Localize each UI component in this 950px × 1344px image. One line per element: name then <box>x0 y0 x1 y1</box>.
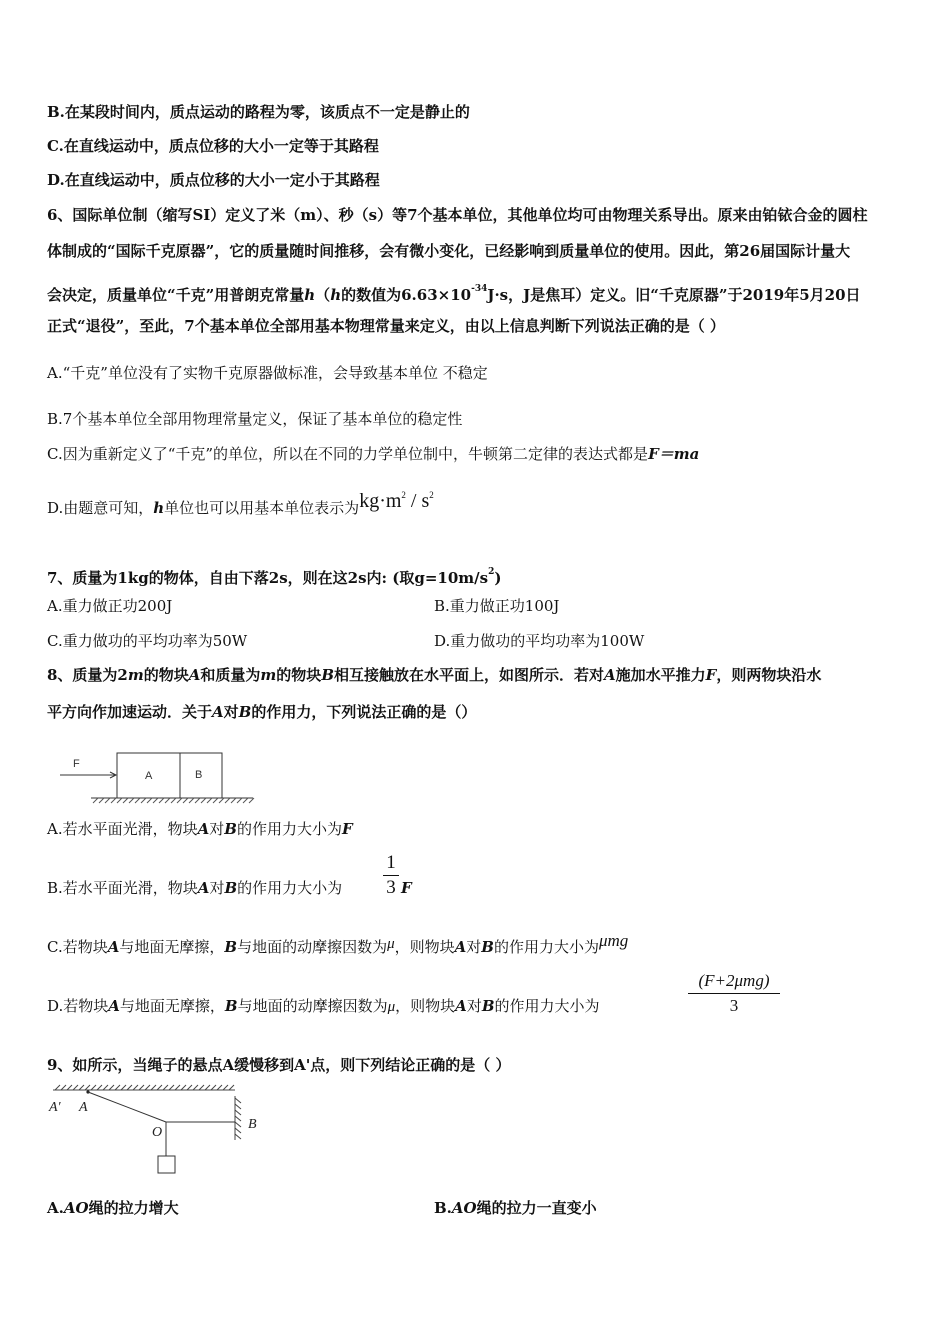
q5-option-c: C.在直线运动中，质点位移的大小一定等于其路程 <box>47 137 379 155</box>
q8-option-b-force: F <box>401 879 412 897</box>
q7-option-c: C.重力做功的平均功率为50W <box>47 632 248 650</box>
q9-stem: 9、如所示，当绳子的悬点A缓慢移到A'点，则下列结论正确的是（ ） <box>47 1056 511 1074</box>
q6-unit-expression: $kg\cdot m^2 / s^2$ <box>359 490 434 512</box>
wall-hatching <box>235 1096 241 1140</box>
q8-stem-line2: 平方向作加速运动．关于A对B的作用力，下列说法正确的是（） <box>47 703 477 721</box>
point-b-label: B <box>248 1117 257 1132</box>
point-o-label: O <box>152 1125 163 1140</box>
q8-option-b-fraction: 1 3 <box>383 852 399 899</box>
q5-option-d: D.在直线运动中，质点位移的大小一定小于其路程 <box>47 171 380 189</box>
point-a-prime-label: A′ <box>49 1100 61 1115</box>
point-a-label: A <box>79 1100 88 1115</box>
q8-option-c: C.若物块A与地面无摩擦，B与地面的动摩擦因数为μ，则物块A对B的作用力大小为μmg <box>47 931 629 956</box>
q8-option-d: D.若物块A与地面无摩擦，B与地面的动摩擦因数为μ，则物块A对B的作用力大小为 <box>47 997 600 1015</box>
q6-option-b: B.7个基本单位全部用物理常量定义，保证了基本单位的稳定性 <box>47 410 463 428</box>
q6-option-c: C.因为重新定义了“千克”的单位，所以在不同的力学单位制中，牛顿第二定律的表达式都是F＝ma <box>47 445 700 463</box>
block-a-label: A <box>145 770 153 782</box>
q6-option-a: A.“千克”单位没有了实物千克原器做标准，会导致基本单位 不稳定 <box>47 364 488 382</box>
q8-option-a: A.若水平面光滑，物块A对B的作用力大小为F <box>47 820 353 838</box>
force-label-f: F <box>73 758 80 770</box>
ground-hatching <box>93 798 254 803</box>
q7-stem: 7、质量为1kg的物体，自由下落2s，则在这2s内: (取$g=10m/s^2$) <box>47 567 502 587</box>
q8-option-b: B.若水平面光滑，物块A对B的作用力大小为 <box>47 879 343 897</box>
q6-stem-line3: 会决定，质量单位“千克”用普朗克常量h（h的数值为$6.63\times 10^{-34}J\cdot s$，J是焦耳）定义。旧“千克原器”于2019年5月20日 <box>47 284 861 304</box>
q7-option-b: B.重力做正功100J <box>434 597 560 615</box>
q6-option-d: D.由题意可知，h单位也可以用基本单位表示为$kg\cdot m^2 / s^2$ <box>47 490 434 517</box>
q8-option-d-fraction: (F+2μmg) 3 <box>688 970 780 1017</box>
block-b-label: B <box>195 769 203 781</box>
hanging-weight <box>158 1156 175 1173</box>
q7-option-d: D.重力做功的平均功率为100W <box>434 632 645 650</box>
q8-stem-line1: 8、质量为2m的物块A和质量为m的物块B相互接触放在水平面上，如图所示．若对A施加水平推力F，则两物块沿水 <box>47 666 822 684</box>
ceiling-hatching <box>53 1085 235 1090</box>
q6-stem-line2: 体制成的“国际千克原器”，它的质量随时间推移，会有微小变化，已经影响到质量单位的使用。因此，第26届国际计量大 <box>47 242 851 260</box>
q8-blocks-figure <box>55 748 260 806</box>
q9-option-a: A.AO绳的拉力增大 <box>47 1199 179 1217</box>
q6-stem-line4: 正式“退役”，至此，7个基本单位全部用基本物理常量来定义，由以上信息判断下列说法正确的是（ ） <box>47 317 725 335</box>
q9-option-b: B.AO绳的拉力一直变小 <box>434 1199 597 1217</box>
q7-option-a: A.重力做正功200J <box>47 597 173 615</box>
q5-option-b: B.在某段时间内，质点运动的路程为零，该质点不一定是静止的 <box>47 103 470 121</box>
q6-stem-line1: 6、国际单位制（缩写SI）定义了米（m）、秒（s）等7个基本单位，其他单位均可由物理关系导出。原来由铂铱合金的圆柱 <box>47 206 868 224</box>
q9-rope-figure <box>45 1082 270 1177</box>
